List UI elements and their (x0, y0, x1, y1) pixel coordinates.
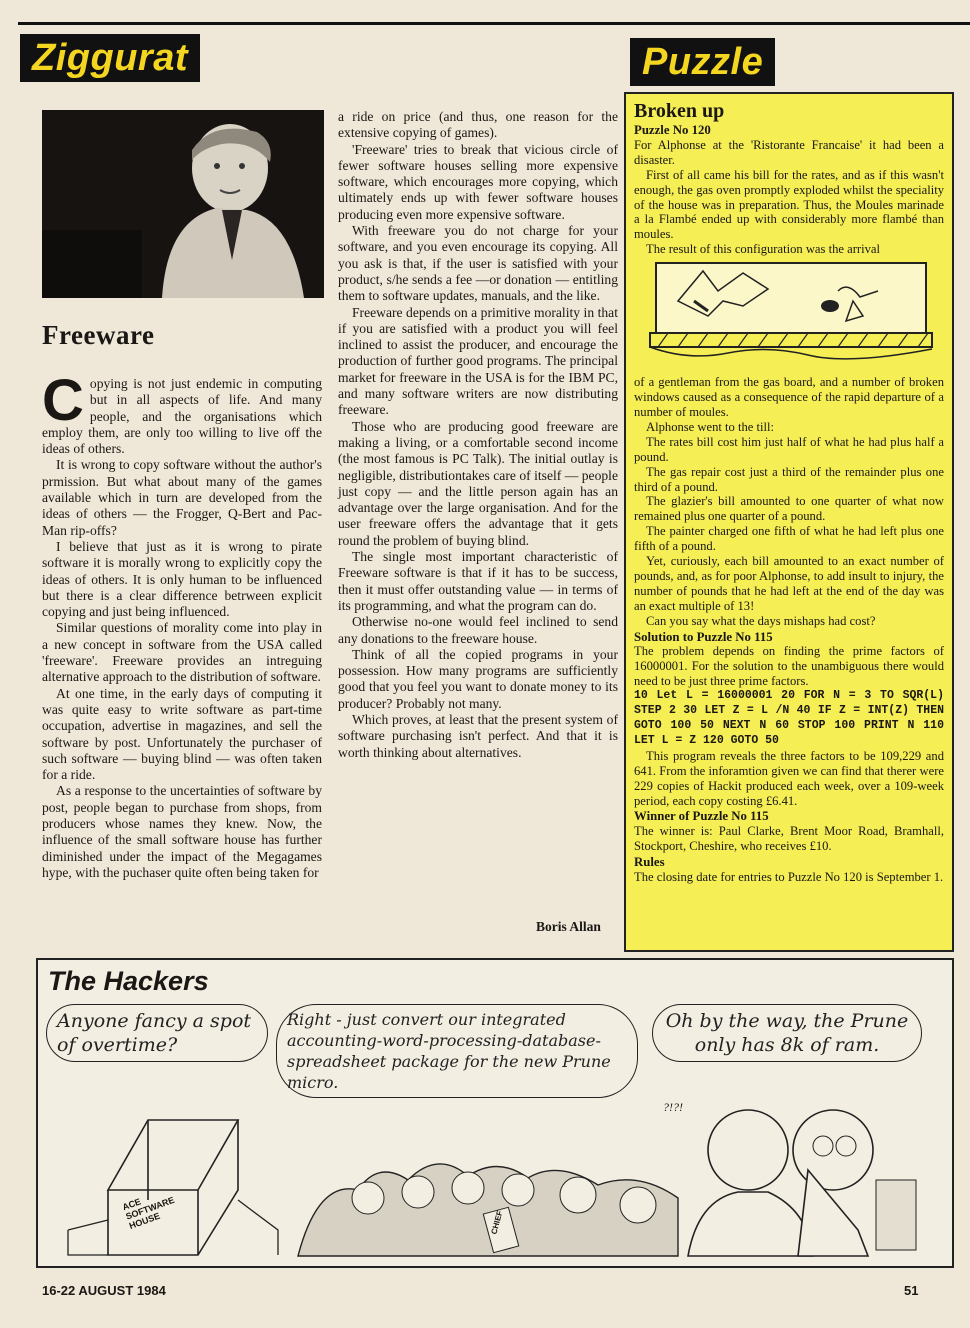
paragraph: First of all came his bill for the rates, and as if this wasn't enough, the gas oven promptly exploded whilst the speciality of the house was in preparation. Thus, the Moules marinade a la Flambé ended up with considerably more flambé than moules. (634, 167, 944, 242)
section-title-ziggurat: Ziggurat (20, 34, 200, 82)
paragraph: of a gentleman from the gas board, and a number of broken windows caused as a consequence of the rapid departure of a number of moules. (634, 375, 944, 419)
section-title-puzzle: Puzzle (630, 38, 775, 86)
puzzle-number-heading: Puzzle No 120 (634, 123, 711, 137)
article-author: Boris Allan (536, 919, 601, 934)
paragraph-text: opying is not just endemic in computing but in all aspects of life. And many people, and the organisations which employ them, are only too willing to live off the ideas of others. (42, 376, 322, 457)
puzzle-intro (634, 138, 944, 257)
speech-bubble-3: Oh by the way, the Prune only has 8k of ram. (652, 1004, 922, 1062)
rules-heading: Rules (634, 855, 665, 870)
winner-text: The winner is: Paul Clarke, Brent Moor Road, Bramhall, Stockport, Cheshire, who receives £10. (634, 824, 944, 854)
paragraph: I believe that just as it is wrong to pirate software it is morally wrong to explicitly copy the ideas of others. It is only human to be influenced but there is a clear difference betrween explicit copying and just being influenced. (42, 538, 322, 620)
paragraph: As a response to the uncertainties of software by post, people began to purchase from shops, from producers whose names they knew. Now, the influence of the small software house has further diminished under the impact of the Megagames hype, with the puchaser quite often being taken for (42, 783, 322, 880)
puzzle-title: Broken up (634, 100, 725, 122)
paragraph: The painter charged one fifth of what he had left plus one fifth of a pound. (634, 524, 944, 554)
paragraph: Those who are producing good freeware are making a living, or a comfortable second income (the most famous is PC Talk). The initial outlay is negligible, distributiontakes care of itself — people just copy — and the little person again has an advantage over the large organisation. And for the user freeware offers the advantage that it gets round the problem of buying blind. (338, 418, 618, 548)
paragraph (42, 368, 322, 457)
paragraph: Which proves, at least that the present system of software purchasing isn't perfect. And that it is worth thinking about alternatives. (338, 711, 618, 760)
paragraph: Think of all the copied programs in your possession. How many programs are sufficiently good that you feel you want to donate money to its producer? Probably not many. (338, 646, 618, 711)
paragraph: 'Freeware' tries to break that vicious circle of fewer software houses selling more expensive software, which encourages more copying, which ultimately ends up with fewer software houses producing even more expensive software. (338, 141, 618, 222)
paragraph: Otherwise no-one would feel inclined to send any donations to the freeware house. (338, 614, 618, 646)
puzzle-body (634, 375, 944, 628)
exclaim-text: ?!?! (663, 1100, 683, 1114)
speech-bubble-1: Anyone fancy a spot of overtime? (46, 1004, 268, 1062)
comic-strip (36, 958, 954, 1268)
paragraph: Alphonse went to the till: (646, 419, 775, 434)
solution-text: The problem depends on finding the prime factors of 16000001. For the solution to the unambiguous there would need to be just three prime factors. (634, 644, 944, 689)
winner-heading: Winner of Puzzle No 115 (634, 809, 769, 824)
paragraph: With freeware you do not charge for your software, and you even encourage its copying. All you ask is that, if the user is satisfied with your product, s/he sends a fee —or donation — entitling them to software updates, manuals, and the like. (338, 223, 618, 304)
solution-code: 10 Let L = 16000001 20 FOR N = 3 TO SQR(L) STEP 2 30 LET Z = L /N 40 IF Z = INT(Z) THEN GOTO 100 50 NEXT N 60 STOP 100 PRINT N 110 LET L = Z 120 GOTO 50 (634, 689, 944, 747)
page-number: 51 (904, 1283, 919, 1298)
paragraph: At one time, in the early days of computing it was quite easy to write software as part-time occupation, advertise in magazines, and sell the software by post. Unfortunately the purchaser of such software — buying blind — was often taken for a ride. (42, 685, 322, 783)
solution-after: This program reveals the three factors to be 109,229 and 641. From the inforamtion given we can find that therer were 229 copies of Hackit produced each week, over a 109-week period, each copy costing £6.41. (634, 748, 944, 808)
paragraph: Can you say what the days mishaps had cost? (646, 613, 876, 628)
article-title: Freeware (42, 320, 155, 350)
paragraph: For Alphonse at the 'Ristorante Francaise' it had been a disaster. (634, 137, 944, 167)
paragraph: The result of this configuration was the arrival (646, 242, 880, 257)
paragraph: Yet, curiously, each bill amounted to an exact number of pounds, and, as for poor Alphonse, to add insult to injury, the number of pounds that he had left at the end of the day was an exact multiple of 13! (634, 554, 944, 613)
solution-heading: Solution to Puzzle No 115 (634, 629, 773, 644)
comic-drawing (38, 1080, 952, 1266)
paragraph: The single most important characteristic of Freeware software is that if it has to be success, then it must offer outstanding value — in terms of its programming, and what the program can do. (338, 549, 618, 613)
footer-date: 16-22 AUGUST 1984 (42, 1283, 166, 1298)
drop-cap: C (42, 368, 84, 433)
top-rule (18, 22, 970, 25)
article-column-1 (42, 368, 322, 881)
comic-title: The Hackers (48, 966, 209, 996)
rules-text: The closing date for entries to Puzzle No 120 is September 1. (634, 870, 944, 885)
paragraph: Freeware depends on a primitive morality in that if you are satisfied with a product you will feel inclined to assist the producer, and encourage the production of further good programs. The principal market for freeware in the USA is for the IBM PC, and many software writers are now distributing freeware. (338, 304, 618, 418)
chief-sign: CHIEF (489, 1209, 505, 1236)
building-label: ACE SOFTWARE HOUSE (120, 1194, 176, 1232)
paragraph: The gas repair cost just a third of the remainder plus one third of a pound. (634, 464, 944, 494)
paragraph: The rates bill cost him just half of what he had plus half a pound. (634, 434, 944, 464)
paragraph: Similar questions of morality come into play in a new concept in software from the USA called 'freeware'. Freeware provides an intreguing alternative approach to the distribution of software. (42, 620, 322, 685)
paragraph: It is wrong to copy software without the author's prmission. But what about many of the games available which in turn are developed from the ideas of others — the Frogger, Q-Bert and Pac-Man rip-offs? (42, 457, 322, 538)
speech-bubble-2: Right - just convert our integrated accounting-word-processing-database-spreadsheet package for the new Prune micro. (276, 1004, 638, 1098)
paragraph: a ride on price (and thus, one reason for the extensive copying of games). (338, 109, 618, 141)
article-column-2 (338, 109, 618, 761)
paragraph: The glazier's bill amounted to one quarter of what now remained plus one quarter of a pound. (634, 494, 944, 524)
author-photo (42, 110, 324, 298)
puzzle-box (624, 92, 954, 952)
broken-window-illustration (648, 261, 942, 371)
